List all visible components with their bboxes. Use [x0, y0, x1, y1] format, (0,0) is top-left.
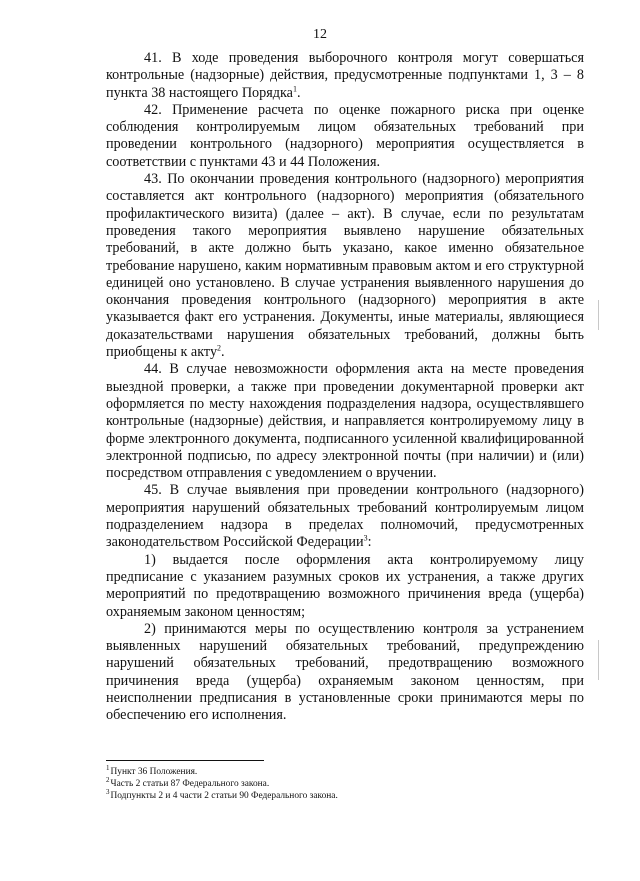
- page-number: 12: [313, 27, 327, 42]
- footnote-divider: [106, 760, 264, 761]
- scan-artifact: [598, 640, 599, 680]
- footnote-1: $^1$Пункт 36 Положения.: [106, 763, 198, 777]
- footnotes: [106, 763, 506, 802]
- subitem-2: 2) принимаются меры по осуществлению контроля за устранением выявленных нарушений обязательных требований, предупреждению нарушений обязательных требований, предотвращению возможного причинения вреда (ущерба) охраняемым законом ценностям, при неисполнении предписания в установленные сроки принимаются меры по обеспечению его исполнения.: [106, 620, 584, 724]
- footnote-2: $^2$Часть 2 статьи 87 Федерального закона.: [106, 775, 270, 789]
- paragraph-41: 41. В ходе проведения выборочного контроля могут совершаться контрольные (надзорные) действия, предусмотренные подпунктами 1, 3 – 8 пункта 38 настоящего Порядка$^1$.: [106, 50, 584, 101]
- paragraph-42: 42. Применение расчета по оценке пожарного риска при оценке соблюдения контролируемым лицом обязательных требований при проведении контрольного (надзорного) мероприятия осуществляется в соответствии с пунктами 43 и 44 Положения.: [106, 101, 584, 170]
- scan-artifact: [598, 300, 599, 330]
- subitem-1: 1) выдается после оформления акта контролируемому лицу предписание с указанием разумных сроков их устранения, а также других мероприятий по предотвращению возможного причинения вреда (ущерба) охраняемым законом ценностям;: [106, 551, 584, 620]
- paragraph-43: 43. По окончании проведения контрольного (надзорного) мероприятия составляется акт контрольного (надзорного) мероприятия (обязательного профилактического визита) (далее – акт). В случае, если по результатам проведения такого мероприятия выявлено нарушение обязательных требований, в акте должно быть указано, какое именно обязательное требование нарушено, каким нормативным правовым актом и его структурной единицей оно установлено. В случае устранения выявленного нарушения до окончания проведения контрольного (надзорного) мероприятия в акте указывается факт его устранения. Документы, иные материалы, являющиеся доказательствами нарушения обязательных требований, должны быть приобщены к акту$^2$.: [106, 171, 584, 361]
- document-body: [106, 50, 584, 725]
- footnote-3: $^3$Подпункты 2 и 4 части 2 статьи 90 Федерального закона.: [106, 787, 338, 801]
- paragraph-44: 44. В случае невозможности оформления акта на месте проведения выездной проверки, а также при проведении документарной проверки акт оформляется по месту нахождения подразделения надзора, осуществлявшего контрольные (надзорные) действия, и направляется контролируемому лицу в форме электронного документа, подписанного усиленной квалифицированной электронной подписью, по адресу электронной почты (при наличии) и (или) посредством отправления с уведомлением о вручении.: [106, 361, 584, 482]
- paragraph-45: 45. В случае выявления при проведении контрольного (надзорного) мероприятия нарушений обязательных требований контролируемым лицом подразделением надзора в пределах полномочий, предусмотренных законодательством Российской Федерации$^3$:: [106, 482, 584, 551]
